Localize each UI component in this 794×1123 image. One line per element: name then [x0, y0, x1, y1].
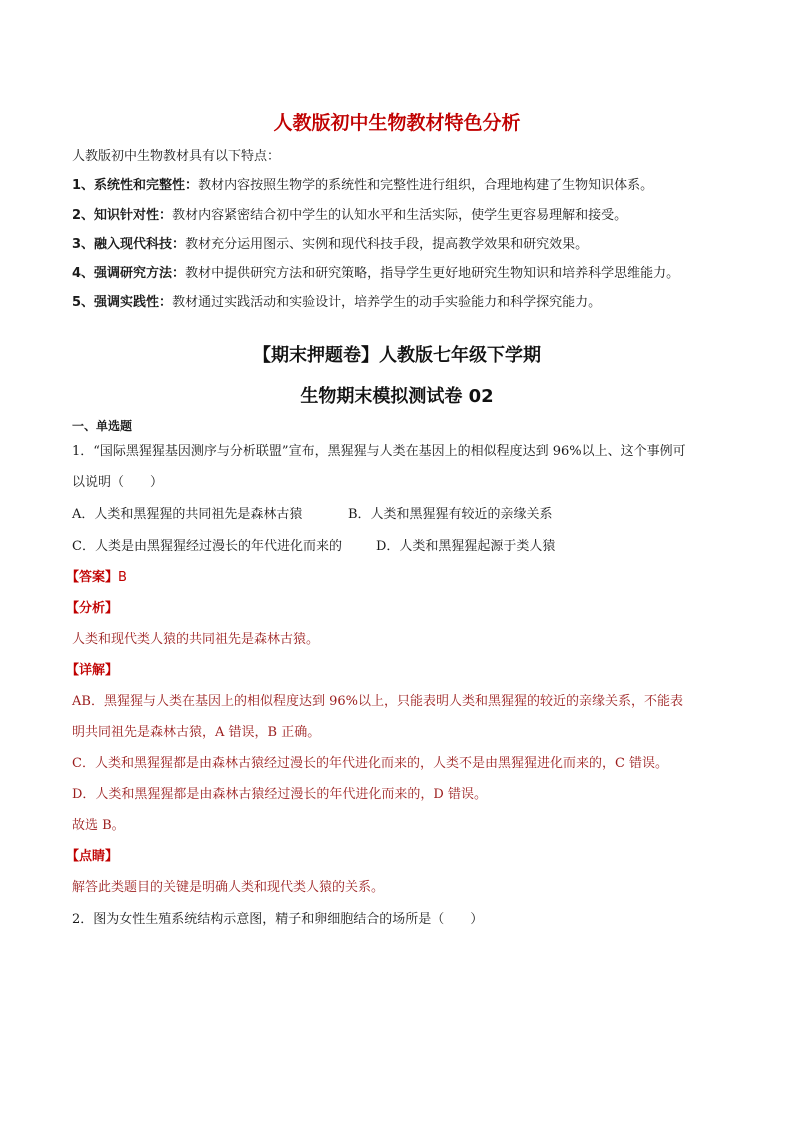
intro-lead: 人教版初中生物教材具有以下特点：	[72, 149, 281, 164]
detail-tag: 【详解】	[66, 663, 119, 678]
feature-name: 知识针对性：	[94, 208, 173, 223]
section-heading: 一、单选题	[72, 419, 133, 433]
exam-title-line2: 生物期末模拟测试卷 02	[300, 386, 494, 407]
q1-stem-line2: 以说明（ ）	[72, 475, 164, 490]
feature-number: 3、	[72, 237, 95, 252]
feature-item	[72, 262, 679, 281]
feature-number: 5、	[72, 295, 95, 310]
feature-item	[72, 291, 601, 310]
q1-option-b: B．人类和黑猩猩有较近的亲缘关系	[348, 507, 553, 522]
detail-line2: 明共同祖先是森林古猿，A 错误，B 正确。	[72, 725, 321, 740]
q1-option-a: A．人类和黑猩猩的共同祖先是森林古猿	[72, 507, 303, 522]
feature-number: 4、	[72, 266, 95, 281]
q2-stem: 2．图为女性生殖系统结构示意图，精子和卵细胞结合的场所是（ ）	[72, 912, 484, 927]
q1-stem-line1: 1．“国际黑猩猩基因测序与分析联盟”宣布，黑猩猩与人类在基因上的相似程度达到 96%以上、这个事例可	[72, 444, 686, 459]
analysis-tag: 【分析】	[66, 601, 119, 616]
feature-name: 强调研究方法：	[94, 266, 186, 281]
q1-option-c: C．人类是由黑猩猩经过漫长的年代进化而来的	[72, 539, 342, 554]
feature-name: 融入现代科技：	[94, 237, 186, 252]
detail-line4: D．人类和黑猩猩都是由森林古猿经过漫长的年代进化而来的，D 错误。	[72, 787, 487, 802]
feature-name: 系统性和完整性：	[94, 178, 199, 193]
exam-title-line1: 【期末押题卷】人教版七年级下学期	[253, 345, 541, 366]
q1-option-d: D．人类和黑猩猩起源于类人猿	[376, 539, 556, 554]
answer-tag: 【答案】	[66, 570, 119, 585]
feature-item	[72, 204, 627, 223]
feature-text: 教材内容紧密结合初中学生的认知水平和生活实际，使学生更容易理解和接受。	[172, 208, 628, 223]
feature-name: 强调实践性：	[94, 295, 173, 310]
analysis-text: 人类和现代类人猿的共同祖先是森林古猿。	[72, 632, 320, 647]
feature-text: 教材中提供研究方法和研究策略，指导学生更好地研究生物知识和培养科学思维能力。	[185, 266, 680, 281]
feature-text: 教材充分运用图示、实例和现代科技手段，提高教学效果和研究效果。	[185, 237, 589, 252]
feature-number: 2、	[72, 208, 95, 223]
feature-text: 教材通过实践活动和实验设计，培养学生的动手实验能力和科学探究能力。	[172, 295, 602, 310]
answer-value: B	[118, 570, 127, 585]
feature-item	[72, 174, 653, 193]
comment-text: 解答此类题目的关键是明确人类和现代类人猿的关系。	[72, 880, 385, 895]
detail-line1: AB．黑猩猩与人类在基因上的相似程度达到 96%以上，只能表明人类和黑猩猩的较近的亲缘关系，不能表	[72, 694, 683, 709]
comment-tag: 【点睛】	[66, 849, 119, 864]
answer-line	[66, 566, 127, 585]
conclusion-text: 故选 B。	[72, 818, 125, 833]
feature-item	[72, 233, 588, 252]
feature-text: 教材内容按照生物学的系统性和完整性进行组织，合理地构建了生物知识体系。	[198, 178, 654, 193]
intro-title: 人教版初中生物教材特色分析	[273, 112, 521, 134]
detail-line3: C．人类和黑猩猩都是由森林古猿经过漫长的年代进化而来的，人类不是由黑猩猩进化而来的，C 错误。	[72, 756, 669, 771]
feature-number: 1、	[72, 178, 95, 193]
